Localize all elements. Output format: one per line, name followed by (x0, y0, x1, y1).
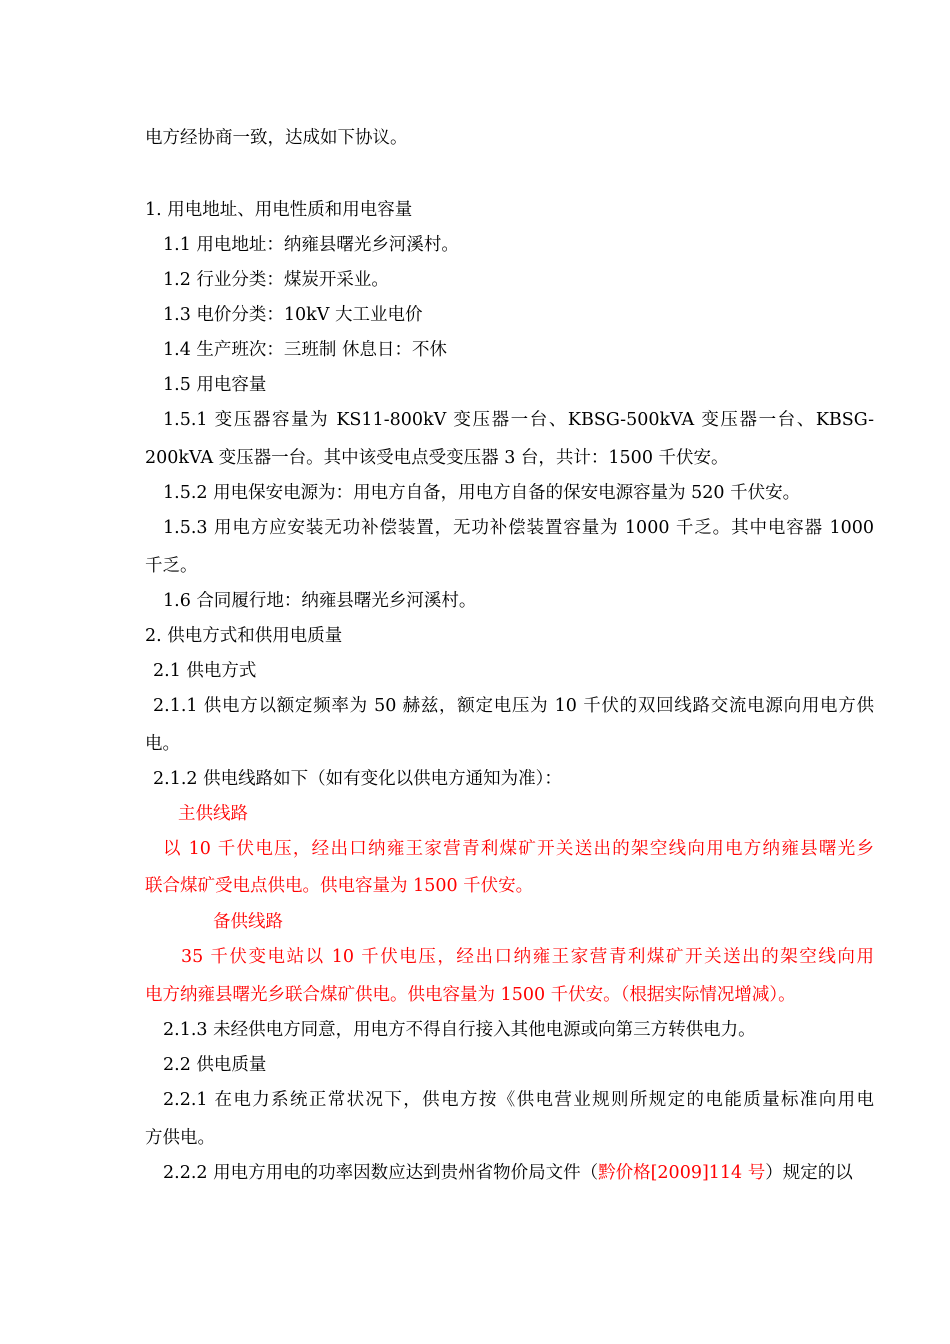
clause-2-1-2: 2.1.2 供电线路如下（如有变化以供电方通知为准）： (153, 769, 562, 789)
clause-2-1-3: 2.1.3 未经供电方同意，用电方不得自行接入其他电源或向第三方转供电力。 (163, 1020, 756, 1040)
clause-2-2-2 (163, 1161, 853, 1185)
backup-line-title: 备供线路 (213, 912, 283, 932)
clause-2-2-2-text-pre: 2.2.2 用电方用电的功率因数应达到贵州省物价局文件（ (163, 1163, 599, 1183)
main-line-text-line1: 以 10 千伏电压，经出口纳雍王家营青利煤矿开关送出的架空线向用电方纳雍县曙光乡 (163, 839, 874, 859)
clause-2-1-1-line1: 2.1.1 供电方以额定频率为 50 赫兹，额定电压为 10 千伏的双回线路交流电源向用电方供 (153, 696, 874, 716)
main-line-text-line2: 联合煤矿受电点供电。供电容量为 1500 千伏安。 (145, 876, 534, 896)
clause-1-5-3-line1: 1.5.3 用电方应安装无功补偿装置，无功补偿装置容量为 1000 千乏。其中电容器 1000 (163, 518, 874, 538)
clause-2-2-2-text-post: ）规定的以 (765, 1163, 853, 1183)
intro-text: 电方经协商一致，达成如下协议。 (145, 128, 408, 148)
backup-line-text-line1: 35 千伏变电站以 10 千伏电压，经出口纳雍王家营青利煤矿开关送出的架空线向用 (181, 947, 874, 967)
backup-line-text-line2: 电方纳雍县曙光乡联合煤矿供电。供电容量为 1500 千伏安。（根据实际情况增减）。 (145, 985, 796, 1005)
clause-1-5: 1.5 用电容量 (163, 375, 267, 395)
clause-2-1-1-line2: 电。 (145, 734, 180, 754)
clause-1-5-1-line1: 1.5.1 变压器容量为 KS11-800kV 变压器一台、KBSG-500kVA 变压器一台、KBSG- (163, 410, 874, 430)
section-2-heading: 2. 供电方式和供用电质量 (145, 626, 343, 646)
clause-2-1: 2.1 供电方式 (153, 661, 257, 681)
clause-2-2-1-line2: 方供电。 (145, 1128, 215, 1148)
clause-1-5-1-line2: 200kVA 变压器一台。其中该受电点受变压器 3 台，共计：1500 千伏安。 (145, 448, 729, 468)
clause-1-2: 1.2 行业分类：煤炭开采业。 (163, 270, 389, 290)
clause-1-3: 1.3 电价分类：10kV 大工业电价 (163, 305, 423, 325)
clause-1-5-2: 1.5.2 用电保安电源为：用电方自备，用电方自备的保安电源容量为 520 千伏安。 (163, 483, 801, 503)
main-line-title: 主供线路 (178, 804, 248, 824)
clause-1-4: 1.4 生产班次：三班制 休息日：不休 (163, 340, 447, 360)
clause-2-2: 2.2 供电质量 (163, 1055, 267, 1075)
clause-1-1: 1.1 用电地址：纳雍县曙光乡河溪村。 (163, 235, 459, 255)
clause-1-6: 1.6 合同履行地：纳雍县曙光乡河溪村。 (163, 591, 477, 611)
clause-2-2-1-line1: 2.2.1 在电力系统正常状况下，供电方按《供电营业规则所规定的电能质量标准向用电 (163, 1090, 874, 1110)
section-1-heading: 1. 用电地址、用电性质和用电容量 (145, 200, 413, 220)
price-document-reference: 黔价格[2009]114 号 (598, 1163, 766, 1183)
clause-1-5-3-line2: 千乏。 (145, 556, 198, 576)
